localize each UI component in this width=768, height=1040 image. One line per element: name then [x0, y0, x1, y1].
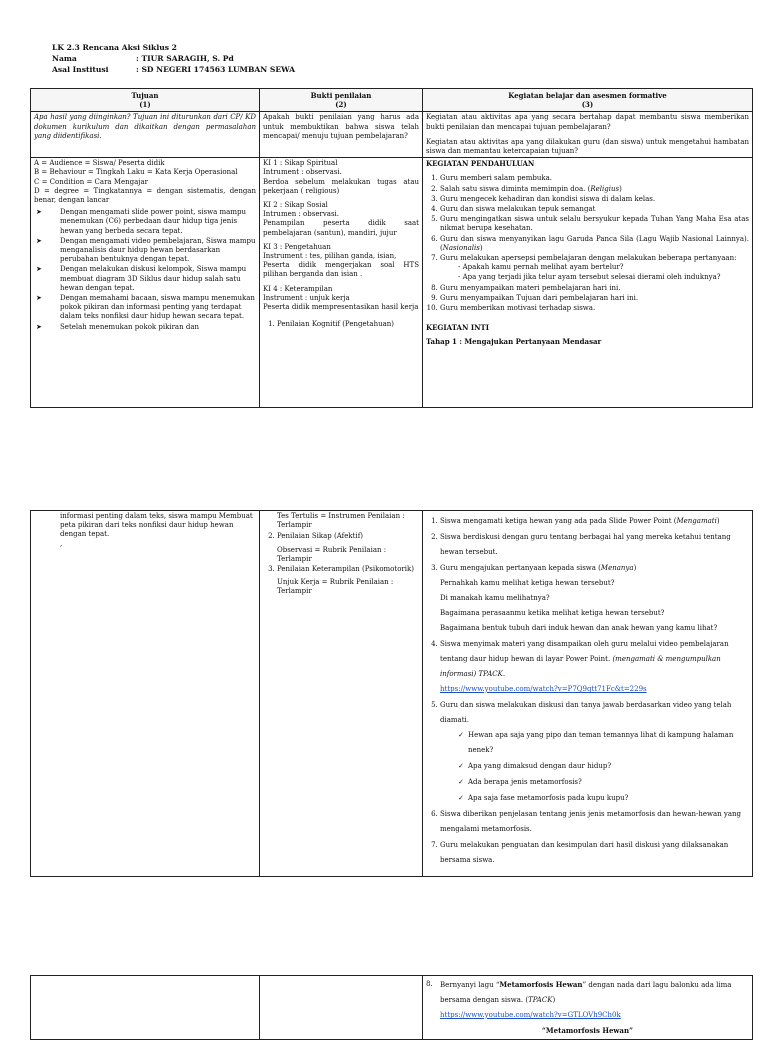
tujuan-cell	[31, 158, 260, 408]
list-item: 7. Guru melakukan penguatan dan kesimpulan dari hasil diskusi yang dilaksanakan bersama siswa.	[440, 838, 749, 868]
kegiatan-cell	[423, 158, 753, 408]
list-item: 2. Penilaian Sikap (Afektif) Observasi = Rubrik Penilaian : Terlampir	[277, 532, 419, 564]
tujuan-cell-empty	[31, 976, 260, 1040]
document-title: LK 2.3 Rencana Aksi Siklus 2	[52, 43, 177, 52]
ki2-block: KI 2 : Sikap Sosial Intrumen : observasi. Penampilan peserta didik saat pembelajaran (santun), mandiri, jujur	[263, 201, 419, 237]
inti-title: KEGIATAN INTI	[426, 323, 489, 333]
list-item: 6. Guru dan siswa menyanyikan lagu Garuda Panca Sila (Lagu Wajib Nasional Lainnya). (Nasionalis)	[440, 235, 749, 253]
list-item: 9. Guru menyampaikan Tujuan dari pembelajaran hari ini.	[440, 294, 749, 303]
kegiatan-cell-cont	[423, 511, 753, 877]
asal-label: Asal Institusi	[52, 65, 109, 74]
question-item: Bagaimana bentuk tubuh dari induk hewan dan anak hewan yang kamu lihat?	[440, 624, 718, 632]
penilaian-list-cont	[263, 532, 419, 596]
list-item: 1. Penilaian Kognitif (Pengetahuan)	[277, 320, 419, 329]
tujuan-list	[34, 208, 256, 332]
ki4-block: KI 4 : Keterampilan Instrument : unjuk kerja Peserta didik mempresentasikan hasil kerja	[263, 284, 419, 312]
guide-row	[31, 112, 753, 158]
ki3-block: KI 3 : Pengetahuan Instrument : tes, pilihan ganda, isian, Peserta didik mengerjakan soal HTS pilihan berganda dan isian .	[263, 242, 419, 279]
nama-label: Nama	[52, 54, 77, 63]
nama-value: : TIUR SARAGIH, S. Pd	[136, 54, 234, 63]
column-header-tujuan: Tujuan (1)	[31, 89, 260, 112]
question-item: - Apa yang terjadi jika telur ayam tersebut selesai dierami oleh induknya?	[458, 273, 749, 282]
list-item: 2. Salah satu siswa diminta memimpin doa. (Religius)	[440, 185, 749, 194]
tujuan-continuation: informasi penting dalam teks, siswa mampu Membuat peta pikiran dari teks nonfiksi daur hidup hewan dengan tepat.	[60, 512, 253, 539]
inti-list	[426, 514, 749, 868]
abcd-a: A = Audience = Siswa/ Peserta didik	[34, 159, 165, 168]
diskusi-questions	[440, 728, 749, 806]
document-page-3	[0, 960, 768, 1035]
content-row	[31, 976, 753, 1040]
list-item: 5. Guru dan siswa melakukan diskusi dan tanya jawab berdasarkan video yang telah diamati. ✓ Hewan apa saja yang pipo dan teman temannya lihat di kampung halaman nenek? ✓ Apa yang dimaksud dengan daur hidup? ✓ Ada berapa jenis metamorfosis? ✓ Apa saja fase metamorfosis pada kupu kupu?	[440, 698, 749, 806]
youtube-link[interactable]: https://www.youtube.com/watch?v=P7Q9qtt71Fc&t=229s	[440, 685, 647, 693]
youtube-link-song[interactable]: https://www.youtube.com/watch?v=GTLOVh9Ch0k	[440, 1011, 621, 1019]
list-item: 3. Penilaian Keterampilan (Psikomotorik) Unjuk Kerja = Rubrik Penilaian : Terlampir	[277, 565, 419, 597]
question-item: ✓ Apa yang dimaksud dengan daur hidup?	[458, 759, 749, 774]
content-row	[31, 158, 753, 408]
tujuan-cell-cont	[31, 511, 260, 877]
question-item: Bagaimana perasaanmu ketika melihat ketiga hewan tersebut?	[440, 609, 665, 617]
action-plan-table-page-1	[30, 88, 753, 408]
column-header-row	[31, 89, 753, 112]
action-plan-table-page-3	[30, 975, 753, 1040]
list-item: 3. Guru mengajukan pertanyaan kepada siswa (Menanya) Pernahkah kamu melihat ketiga hewan tersebut? Di manakah kamu melihatnya? Bagaimana perasaanmu ketika melihat ketiga hewan tersebut? Bagaimana bentuk tubuh dari induk hewan dan anak hewan yang kamu lihat?	[440, 561, 749, 636]
list-item: 4. Siswa menyimak materi yang disampaikan oleh guru melalui video pembelajaran tentang daur hidup hewan di layar Power Point. (mengamati & mengumpulkan informasi) TPACK. https://www.youtube.com/watch?v=P7Q9qtt71Fc&t=229s	[440, 637, 749, 697]
list-item: 7. Guru melakukan apersepsi pembelajaran dengan melakukan beberapa pertanyaan: - Apakah kamu pernah melihat ayam bertelur? - Apa yang terjadi jika telur ayam tersebut selesai dierami oleh induknya?	[440, 254, 749, 283]
action-plan-table-page-2	[30, 510, 753, 877]
list-item: 5. Guru mengingatkan siswa untuk selalu bersyukur kepada Tuhan Yang Maha Esa atas nikmat berupa kesehatan.	[440, 215, 749, 233]
list-item: 8. Guru menyampaikan materi pembelajaran hari ini.	[440, 284, 749, 293]
tahap1-title: Tahap 1 : Mengajukan Pertanyaan Mendasar	[426, 337, 602, 347]
list-item: 1. Siswa mengamati ketiga hewan yang ada pada Slide Power Point (Mengamati)	[440, 514, 749, 529]
asal-value: : SD NEGERI 174563 LUMBAN SEWA	[136, 65, 296, 74]
list-item: ➤ Dengan mengamati video pembelajaran, Siswa mampu menganalisis daur hidup hewan berdasarkan perubahan bentuknya dengan tepat.	[34, 237, 256, 265]
guide-tujuan: Apa hasil yang diinginkan? Tujuan ini diturunkan dari CP/ KD dokumen kurikulum dan dikaitkan dengan permasalahan yang diidentifikasi.	[31, 112, 260, 158]
column-header-kegiatan: Kegiatan belajar dan asesmen formative (3)	[423, 89, 753, 112]
tes-tertulis: Tes Tertulis = Instrumen Penilaian : Terlampir	[277, 512, 405, 530]
apersepsi-questions	[440, 263, 749, 282]
question-item: ✓ Apa saja fase metamorfosis pada kupu kupu?	[458, 791, 749, 806]
abcd-b: B = Behaviour = Tingkah Laku = Kata Kerja Operasional	[34, 168, 238, 177]
question-item: - Apakah kamu pernah melihat ayam bertelur?	[458, 263, 749, 272]
bukti-cell-empty	[260, 976, 423, 1040]
list-item: ➤ Dengan melakukan diskusi kelompok, Siswa mampu membuat diagram 3D Siklus daur hidup salah satu hewan dengan tepat.	[34, 265, 256, 293]
list-item: 1. Guru memberi salam pembuka.	[440, 174, 749, 183]
song-title: “Metamorfosis Hewan”	[541, 1026, 634, 1035]
list-item: 4. Guru dan siswa melakukan tepuk semangat	[440, 205, 749, 214]
kegiatan-cell-p3	[423, 976, 753, 1040]
document-page-1	[0, 0, 768, 470]
abcd-c: C = Condition = Cara Mengajar	[34, 177, 148, 186]
abcd-d: D = degree = Tingkatannya = dengan sistematis, dengan benar, dengan lancar	[34, 186, 256, 205]
document-page-2	[0, 490, 768, 950]
question-item: ✓ Hewan apa saja yang pipo dan teman temannya lihat di kampung halaman nenek?	[458, 728, 749, 758]
list-item: 3. Guru mengecek kehadiran dan kondisi siswa di dalam kelas.	[440, 195, 749, 204]
guide-kegiatan: Kegiatan atau aktivitas apa yang secara bertahap dapat membantu siswa memberikan bukti penilaian dan mencapai tujuan pembelajaran? Kegiatan atau aktivitas apa yang dilakukan guru (dan siswa) untuk mengetahui hambatan siswa dan memantau ketercapaian tujuan?	[423, 112, 753, 158]
list-item: 2. Siswa berdiskusi dengan guru tentang berbagai hal yang mereka ketahui tentang hewan tersebut.	[440, 530, 749, 560]
ki1-block: KI 1 : Sikap Spiritual Intrument : observasi. Berdoa sebelum melakukan tugas atau pekerjaan ( religious)	[263, 159, 419, 195]
pendahuluan-list	[426, 174, 749, 313]
guide-bukti: Apakah bukti penilaian yang harus ada untuk membuktikan bahwa siswa telah mencapai/ menuju tujuan pembelajaran?	[260, 112, 423, 158]
list-item: 8. Bernyanyi lagu “Metamorfosis Hewan” dengan nada dari lagu balonku ada lima bersama dengan siswa. (TPACK)	[426, 980, 732, 1004]
content-row	[31, 511, 753, 877]
document-header	[52, 42, 295, 75]
list-item: ➤ Dengan memahami bacaan, siswa mampu menemukan pokok pikiran dan informasi penting yang terdapat dalam teks nonfiksi daur hidup hewan secara tepat.	[34, 294, 256, 322]
tujuan-continuation-mark: ,	[60, 539, 63, 548]
question-item: ✓ Ada berapa jenis metamorfosis?	[458, 775, 749, 790]
list-item: ➤ Setelah menemukan pokok pikiran dan	[34, 323, 256, 332]
list-item: ➤ Dengan mengamati slide power point, siswa mampu menemukan (C6) perbedaan daur hidup tiga jenis hewan yang berbeda secara tepat.	[34, 208, 256, 236]
bukti-cell-cont	[260, 511, 423, 877]
penilaian-list	[263, 320, 419, 329]
column-header-bukti: Bukti penilaian (2)	[260, 89, 423, 112]
pendahuluan-title: KEGIATAN PENDAHULUAN	[426, 159, 535, 169]
question-item: Pernahkah kamu melihat ketiga hewan tersebut?	[440, 579, 615, 587]
list-item: 10. Guru memberikan motivasi terhadap siswa.	[440, 304, 749, 313]
list-item: 6. Siswa diberikan penjelasan tentang jenis jenis metamorfosis dan hewan-hewan yang mengalami metamorfosis.	[440, 807, 749, 837]
question-item: Di manakah kamu melihatnya?	[440, 594, 550, 602]
bukti-cell	[260, 158, 423, 408]
